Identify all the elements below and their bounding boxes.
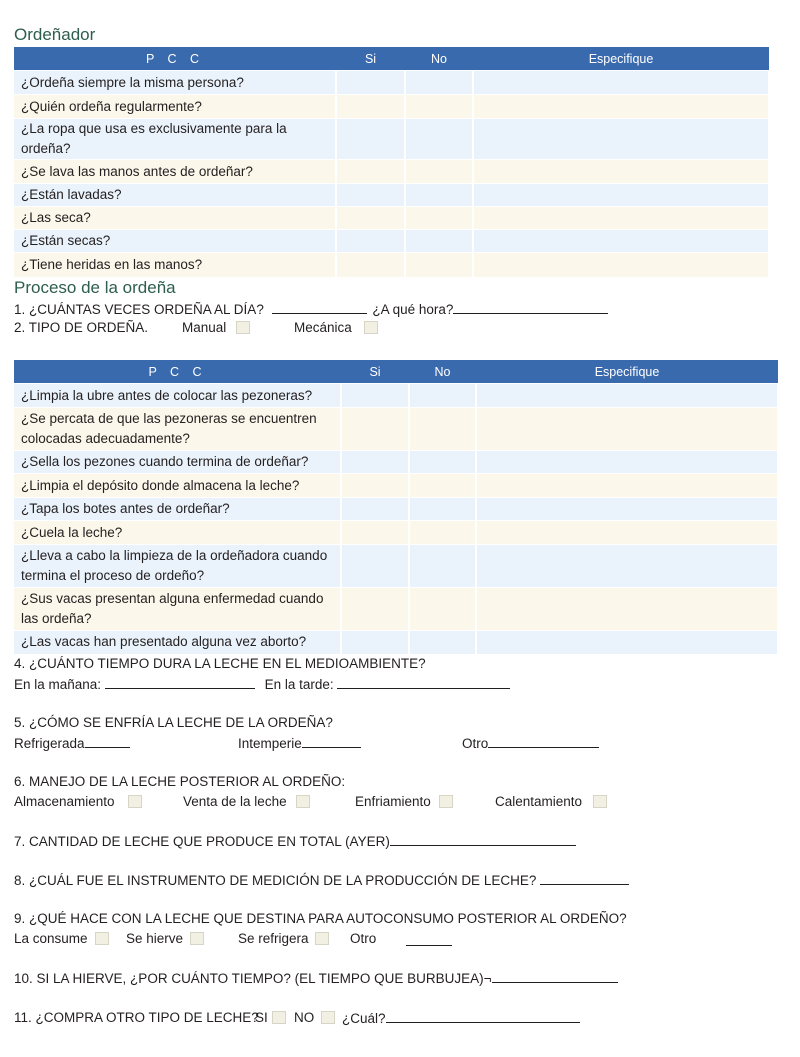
answer-line-tarde[interactable]: [337, 676, 510, 689]
table-row: [14, 253, 769, 277]
question-2: [14, 320, 148, 335]
consume-label: La consume: [14, 931, 88, 946]
especifique-cell[interactable]: [473, 184, 769, 207]
header-pcc: P C C: [14, 360, 341, 384]
enfriamiento-checkbox[interactable]: [439, 795, 453, 808]
question-cell: ¿Tapa los botes antes de ordeñar?: [14, 498, 341, 521]
question-cell: ¿Ordeña siempre la misma persona?: [14, 71, 336, 95]
question-cell: ¿Lleva a cabo la limpieza de la ordeñadora cuando termina el proceso de ordeño?: [14, 545, 341, 588]
si-cell[interactable]: [336, 230, 405, 253]
answer-line-cual[interactable]: [386, 1010, 580, 1023]
question-cell: ¿Cuela la leche?: [14, 521, 341, 545]
hierve-checkbox[interactable]: [190, 932, 204, 945]
question-cell: ¿Están lavadas?: [14, 184, 336, 207]
question-cell: ¿Limpia el depósito donde almacena la leche?: [14, 474, 341, 498]
question-cell: ¿Las vacas han presentado alguna vez aborto?: [14, 631, 341, 654]
no-cell[interactable]: [409, 521, 476, 545]
table-row: [14, 408, 778, 451]
si-cell[interactable]: [341, 408, 409, 451]
si-checkbox[interactable]: [272, 1011, 286, 1024]
table-header-row: [14, 47, 769, 71]
cual-label: ¿Cuál?: [342, 1011, 386, 1026]
si-cell[interactable]: [341, 474, 409, 498]
header-si: Si: [336, 47, 405, 71]
table-row: [14, 184, 769, 207]
question-cell: ¿Tiene heridas en las manos?: [14, 253, 336, 277]
almacenamiento-checkbox[interactable]: [128, 795, 142, 808]
question-cell: ¿Se lava las manos antes de ordeñar?: [14, 160, 336, 184]
no-cell[interactable]: [405, 95, 473, 119]
no-cell[interactable]: [409, 474, 476, 498]
question-cell: ¿Están secas?: [14, 230, 336, 253]
table-row: [14, 631, 778, 654]
answer-line-intemperie[interactable]: [302, 735, 361, 748]
header-especifique: Especifique: [473, 47, 769, 71]
section-title-proceso: Proceso de la ordeña: [14, 278, 176, 297]
table-row: [14, 119, 769, 160]
table-row: [14, 95, 769, 119]
table-row: [14, 498, 778, 521]
manana-label: En la mañana:: [14, 677, 102, 692]
question-10-text: 10. SI LA HIERVE, ¿POR CUÁNTO TIEMPO? (EL TIEMPO QUE BURBUJEA)¬: [14, 971, 492, 986]
si-label: SI: [255, 1010, 268, 1025]
especifique-cell[interactable]: [473, 253, 769, 277]
si-cell[interactable]: [341, 545, 409, 588]
refrigera-label: Se refrigera: [238, 931, 309, 946]
question-4-answers: [14, 676, 510, 692]
si-cell[interactable]: [341, 451, 409, 474]
refrigera-checkbox[interactable]: [315, 932, 329, 945]
especifique-cell[interactable]: [476, 588, 778, 631]
almacenamiento-label: Almacenamiento: [14, 794, 115, 809]
pcc-table-ordenador: [14, 47, 770, 277]
question-11: 11. ¿COMPRA OTRO TIPO DE LECHE?: [14, 1010, 259, 1025]
calentamiento-checkbox[interactable]: [593, 795, 607, 808]
question-1-text: 1. ¿CUÁNTAS VECES ORDEÑA AL DÍA?: [14, 302, 264, 317]
venta-checkbox[interactable]: [296, 795, 310, 808]
otro-label: Otro: [462, 736, 489, 751]
question-5: 5. ¿CÓMO SE ENFRÍA LA LECHE DE LA ORDEÑA?: [14, 715, 333, 730]
especifique-cell[interactable]: [476, 408, 778, 451]
especifique-cell[interactable]: [476, 384, 778, 408]
answer-line-veces[interactable]: [272, 301, 367, 314]
question-cell: ¿Sus vacas presentan alguna enfermedad cuando las ordeña?: [14, 588, 341, 631]
mecanica-label: Mecánica: [294, 320, 352, 335]
question-cell: ¿Las seca?: [14, 207, 336, 230]
no-cell[interactable]: [409, 384, 476, 408]
no-cell[interactable]: [405, 207, 473, 230]
no-cell[interactable]: [405, 71, 473, 95]
question-6: 6. MANEJO DE LA LECHE POSTERIOR AL ORDEÑO:: [14, 774, 346, 789]
enfriamiento-label: Enfriamiento: [355, 794, 431, 809]
header-no: No: [405, 47, 473, 71]
question-cell: ¿Se percata de que las pezoneras se encuentren colocadas adecuadamente?: [14, 408, 341, 451]
question-1: [14, 301, 608, 317]
si-cell[interactable]: [336, 253, 405, 277]
question-9: 9. ¿QUÉ HACE CON LA LECHE QUE DESTINA PARA AUTOCONSUMO POSTERIOR AL ORDEÑO?: [14, 911, 627, 926]
consume-checkbox[interactable]: [95, 932, 109, 945]
question-cell: ¿Limpia la ubre antes de colocar las pezoneras?: [14, 384, 341, 408]
especifique-cell[interactable]: [473, 207, 769, 230]
no-cell[interactable]: [405, 160, 473, 184]
no-cell[interactable]: [405, 230, 473, 253]
table-row: [14, 588, 778, 631]
si-cell[interactable]: [341, 521, 409, 545]
table-row: [14, 384, 778, 408]
si-cell[interactable]: [341, 588, 409, 631]
answer-line-manana[interactable]: [105, 676, 255, 689]
table-row: [14, 474, 778, 498]
no-cell[interactable]: [409, 631, 476, 654]
question-8-text: 8. ¿CUÁL FUE EL INSTRUMENTO DE MEDICIÓN DE LA PRODUCCIÓN DE LECHE?: [14, 873, 537, 888]
answer-line-refrigerada[interactable]: [85, 735, 130, 748]
no-cell[interactable]: [405, 119, 473, 160]
refrigerada-option: [14, 735, 130, 751]
question-cell: ¿Quién ordeña regularmente?: [14, 95, 336, 119]
question-1-hora-label: ¿A qué hora?: [372, 302, 454, 317]
si-cell[interactable]: [336, 119, 405, 160]
no-cell[interactable]: [409, 588, 476, 631]
table-row: [14, 545, 778, 588]
especifique-cell[interactable]: [473, 95, 769, 119]
especifique-cell[interactable]: [476, 451, 778, 474]
especifique-cell[interactable]: [473, 160, 769, 184]
manual-label: Manual: [182, 320, 227, 335]
tarde-label: En la tarde:: [264, 677, 334, 692]
header-no: No: [409, 360, 476, 384]
table-row: [14, 71, 769, 95]
no-cell[interactable]: [409, 408, 476, 451]
otro-option: [462, 735, 599, 751]
no-cell[interactable]: [409, 545, 476, 588]
answer-line-hora[interactable]: [453, 301, 608, 314]
si-cell[interactable]: [336, 95, 405, 119]
especifique-cell[interactable]: [476, 474, 778, 498]
no-cell[interactable]: [409, 498, 476, 521]
cual-option: [342, 1010, 580, 1026]
answer-line-instrumento[interactable]: [540, 872, 629, 885]
no-cell[interactable]: [409, 451, 476, 474]
header-pcc: P C C: [14, 47, 336, 71]
no-cell[interactable]: [405, 253, 473, 277]
especifique-cell[interactable]: [473, 230, 769, 253]
question-cell: ¿Sella los pezones cuando termina de ordeñar?: [14, 451, 341, 474]
table-row: [14, 160, 769, 184]
especifique-cell[interactable]: [473, 71, 769, 95]
table-row: [14, 230, 769, 253]
no-cell[interactable]: [405, 184, 473, 207]
section-title-ordenador: Ordeñador: [14, 25, 96, 44]
especifique-cell[interactable]: [476, 521, 778, 545]
question-4: 4. ¿CUÁNTO TIEMPO DURA LA LECHE EN EL MEDIOAMBIENTE?: [14, 656, 426, 671]
otro-label: Otro: [350, 931, 377, 946]
si-cell[interactable]: [336, 160, 405, 184]
question-7-text: 7. CANTIDAD DE LECHE QUE PRODUCE EN TOTAL (AYER): [14, 834, 390, 849]
si-cell[interactable]: [336, 71, 405, 95]
table-row: [14, 207, 769, 230]
no-checkbox[interactable]: [321, 1011, 335, 1024]
answer-line-otro-autoconsumo[interactable]: [406, 933, 452, 946]
mecanica-checkbox[interactable]: [364, 321, 378, 334]
si-cell[interactable]: [341, 498, 409, 521]
si-cell[interactable]: [341, 384, 409, 408]
table-header-row: [14, 360, 778, 384]
question-8: [14, 872, 629, 888]
especifique-cell[interactable]: [476, 498, 778, 521]
answer-line-cantidad[interactable]: [390, 833, 576, 846]
refrigerada-label: Refrigerada: [14, 736, 85, 751]
pcc-table-proceso: [14, 360, 779, 654]
especifique-cell[interactable]: [476, 545, 778, 588]
table-row: [14, 521, 778, 545]
answer-line-otro[interactable]: [488, 735, 599, 748]
table-row: [14, 451, 778, 474]
especifique-cell[interactable]: [473, 119, 769, 160]
especifique-cell[interactable]: [476, 631, 778, 654]
hierve-label: Se hierve: [126, 931, 184, 946]
calentamiento-label: Calentamiento: [495, 794, 583, 809]
answer-line-tiempo[interactable]: [492, 970, 618, 983]
question-2-text: 2. TIPO DE ORDEÑA.: [14, 320, 149, 335]
question-cell: ¿La ropa que usa es exclusivamente para la ordeña?: [14, 119, 336, 160]
si-cell[interactable]: [336, 207, 405, 230]
header-si: Si: [341, 360, 409, 384]
si-cell[interactable]: [336, 184, 405, 207]
venta-label: Venta de la leche: [183, 794, 287, 809]
header-especifique: Especifique: [476, 360, 778, 384]
si-cell[interactable]: [341, 631, 409, 654]
question-7: [14, 833, 576, 849]
no-label: NO: [294, 1010, 315, 1025]
intemperie-label: Intemperie: [238, 736, 302, 751]
question-10: [14, 970, 618, 986]
intemperie-option: [238, 735, 361, 751]
manual-checkbox[interactable]: [236, 321, 250, 334]
